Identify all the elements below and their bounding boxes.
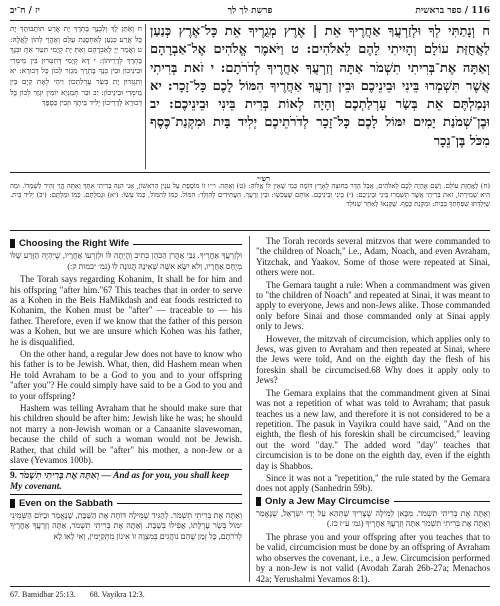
section-heading [10,498,242,509]
column-divider-top [145,24,146,169]
heading-line [394,501,490,502]
left-commentary-column [10,236,242,584]
paragraph: On the other hand, a regular Jew does not have to know who his father is to be Jewish. What, then, did Hashem mean when He told Avraham to be a God to you and to your offspring "after you"? He could simply have said to be a God to you and to your offspring? [10,349,242,401]
verse-english: — And as for you, you shall keep My covenant. [10,470,230,492]
page-info: 116 / ספר בראשית [415,6,490,16]
targum-text: ח וְאַתַּן לָךְ וְלִבְנָךְ בָּתְרָךְ יָת אֲרַע תּוֹתָבוּתָךְ יָת כָּל אֲרַע כְּנַעַן לְאַחְסָנַת עָלַם וְאֶהֱוֵי לְהוֹן לֶאֱלָהּ: ט וַאֲמַר יְיָ לְאַבְרָהָם וְאַתְּ יָת קְיָמִי תִּטַּר אַתְּ וּבְנָךְ בָּתְרָךְ לְדָרֵיהוֹן: י דָּא קְיָמִי דְּתִטְּרוּן בֵּין מֵימְרִי וּבֵינֵיכוֹן וּבֵין בְּנָךְ בָּתְרָךְ מִגְזַר לְכוֹן כָּל דְּכוּרָא: יא וְתִגְזְרוּן יָת בְּשַׂר עָרְלַתְכוֹן וִיהֵי לְאָת קְיָם בֵּין מֵימְרִי וּבֵינֵיכוֹן: יב וּבַר תְּמַנְיָא יוֹמִין יִגְזַר לְכוֹן כָּל דְּכוּרָא לְדָרֵיכוֹן יְלִיד בֵּיתָךְ וּזְבִין כַּסְפָּךְ [10,24,142,108]
section-heading [10,238,242,249]
rashi-rule [10,172,490,173]
paragraph: The Gemara taught a rule: When a commandment was given to "the children of Noach" and repeated at Sinai, it was meant to apply to everyone, Jews and non-Jews alike. Those commanded only before Sinai and those commanded only at Sinai apply only to Jews. [256,279,490,332]
rashi-commentary: (ח) לַאֲחֻזַּת עוֹלָם. וְשָׁם אֶהְיֶה לָכֶם לֵאלֹהִים, אֲבָל הַדָּר בְּחוּצָה לָאָרֶץ דּוֹמֶה כְּמִי שֶׁאֵין לוֹ אֱלוֹהַּ: (ט) וְאַתָּה. וי״ו זוֹ מוֹסֶפֶת עַל עִנְיַן הָרִאשׁוֹן, אֲנִי הִנֵּה בְרִיתִי אִתָּךְ וְאַתָּה הֱוֵי זָהִיר לְשָׁמְרוֹ. וּמַה הִיא שְׁמִירָתוֹ, זֹאת בְּרִיתִי אֲשֶׁר תִּשְׁמְרוּ בֵּינִי וּבֵינֵיכֶם: (י) בֵּינִי וּבֵינֵיכֶם. אוֹתָם שֶׁעַכְשָׁו: וּבֵין זַרְעֲךָ. הָעֲתִידִים לְהִוָּלֵד: הִמּוֹל. כְּמוֹ לְהִמּוֹל, כְּמוֹ עָשׂוֹ: (יא) וּנְמַלְתֶּם. כְּמוֹ וּמַלְתֶּם: (יב) יְלִיד בָּיִת. שֶׁיְּלָדַתּוּ שִׁפְחָתְךָ בַּבַּיִת: וּמִקְנַת כֶּסֶף. שֶׁקְּנָאוֹ לְאַחַר שֶׁנּוֹלַד [10,182,490,208]
footnote-67: 67. Bamidbar 25:13. [10,590,76,599]
footnote-rule [10,586,490,587]
paragraph: Hashem was telling Avraham that he should make sure that his children should be after him: Jewish like he was; he should not marry a non-Jewish woman or a Canaanite slavewoman, because the child of such a woman would not be Jewish. Rather, that child will be "after" his mother, a non-Jew or a slave (Yevamos 100b). [10,403,242,466]
hebrew-source: וּלְזַרְעֲךָ אַחֲרֶיךָ. גַּבֵּי אַהֲרֹן הַכֹּהֵן כְּתִיב וְהָיְתָה לּוֹ וּלְזַרְעוֹ אַחֲרָיו, שֶׁיִּהְיֶה הַזֶּרַע שֶׁלּוֹ מְיֻחָס אַחֲרָיו, וְלֹא יִשָּׂא אִשָּׁה שֶׁאֵינָהּ הֲגוּנָה לוֹ (גמ׳ יבמות ק:) [10,251,242,271]
paragraph: The Torah says regarding Kohanim, It shall be for him and his offspring "after him."67 This teaches that in order to serve as a Kohen in the Beis HaMikdash and eat foods restricted to Kohanim, the Kohen must be "after" — traceable to — his father. Therefore, even if we know that the father of this person was a Kohen, but we are unsure which Kohen was his father, he is disqualified. [10,274,242,347]
right-commentary-column [256,236,490,584]
hebrew-source: וְאַתָּה אֶת בְּרִיתִי תִשְׁמֹר. לְהַגִּיד שֶׁמִּילָה דּוֹחָה אֶת הַשַּׁבָּת, שֶׁנֶּאֱמַר וּבַיּוֹם הַשְּׁמִינִי יִמּוֹל בְּשַׂר עָרְלָתוֹ, אֲפִילוּ בְּשַׁבָּת. וְאַתָּה אֶת בְּרִיתִי תִשְׁמֹר, אַתָּה וְזַרְעֲךָ אַחֲרֶיךָ לְדֹרֹתָם, כָּל זְמַן שֶׁהֵם נוֹהֲגִים בְּמִצְוָה זוֹ אִינוֹן מִתְקַיְּמִין, וְאִי לָאו לָא [10,510,242,541]
torah-verse-text: ח וְנָתַתִּי לְךָ וּלְזַרְעֲךָ אַחֲרֶיךָ אֵת | אֶרֶץ מְגֻרֶיךָ אֵת כָּל־אֶרֶץ כְּנַעַן לַאֲחֻזַּת עוֹלָם וְהָיִיתִי לָהֶם לֵאלֹהִים: ט וַיֹּאמֶר אֱלֹהִים אֶל־אַבְרָהָם וְאַתָּה אֶת־בְּרִיתִי תִשְׁמֹר אַתָּה וְזַרְעֲךָ אַחֲרֶיךָ לְדֹרֹתָם: י זֹאת בְּרִיתִי אֲשֶׁר תִּשְׁמְרוּ בֵּינִי וּבֵינֵיכֶם וּבֵין זַרְעֲךָ אַחֲרֶיךָ הִמּוֹל לָכֶם כָּל־זָכָר: יא וּנְמַלְתֶּם אֵת בְּשַׂר עָרְלַתְכֶם וְהָיָה לְאוֹת בְּרִית בֵּינִי וּבֵינֵיכֶם: יב וּבֶן־שְׁמֹנַת יָמִים יִמּוֹל לָכֶם כָּל־זָכָר לְדֹרֹתֵיכֶם יְלִיד בָּיִת וּמִקְנַת־כֶּסֶף מִכֹּל בֶּן־נֵכָר [150,24,490,149]
paragraph: The Gemara explains that the commandment given at Sinai was not a repetition of what was told to Avraham; that pasuk teaches us a new law, and therefore it is not considered to be a repetition. The pasuk in Vayikra could have said, "And on the eighth, the flesh of his foreskin shall be circumcised," leaving out the word "day." The added word "day" teaches that circumcision is to be done on the eighth day, even if the eighth day is Shabbos. [256,387,490,471]
header-rule [10,20,490,21]
heading-line [117,503,242,504]
paragraph: However, the mitzvah of circumcision, which applies only to Jews, was given to Avraham and then repeated at Sinai, where the Jews were told, And on the eighth day the flesh of his foreskin shall be circumcised.68 Why does it apply only to Jews? [256,333,490,386]
footnote-68: 68. Vayikra 12:3. [89,590,145,599]
parasha-title: פרשת לך לך [227,6,273,16]
section-title: Only a Jew May Circumcise [265,495,390,507]
verse-hebrew: וְאַתָּה אֶת בְּרִיתִי תִשְׁמֹר [19,470,100,481]
section-title: Choosing the Right Wife [19,238,130,249]
verse-heading [10,469,242,495]
heading-bar-icon [256,497,261,506]
verse-number: 9. [10,470,17,481]
heading-bar-icon [10,499,15,508]
section-heading [256,496,490,507]
footnotes [10,590,490,599]
rashi-label: רש״י [257,174,270,183]
hebrew-source: וְאַתָּה אֶת בְּרִיתִי תִשְׁמֹר. מִכָּאן לְמִילָה שֶׁצָּרִיךְ שֶׁתְּהֵא עַל יְדֵי יִשְׂרָאֵל, שֶׁנֶּאֱמַר וְאַתָּה אֶת בְּרִיתִי תִשְׁמֹר אַתָּה וְזַרְעֲךָ אַחֲרֶיךָ (גמ׳ ע״ז כז.) [256,508,490,529]
paragraph: Since it was not a "repetition," the rule stated by the Gemara does not apply (Sanhedrin 59b). [256,472,490,494]
paragraph: The Torah records several mitzvos that were commanded to "the children of Noach," i.e., Adam, Noach, and even Avraham, Yitzchak, and Yaakov. Some of those were repeated at Sinai, others were not. [256,236,490,278]
page-header [10,3,490,19]
chapter-ref: יז / ח־יב [10,6,40,16]
paragraph: The phrase you and your offspring after you teaches that to be valid, circumcision must be done by an offspring of Avraham who observes the covenant, i.e., a Jew. Circumcision performed by a non-Jew is not valid (Avodah Zarah 26b-27a; Menachos 42a; Yerushalmi Yevamos 8:1). [256,531,490,584]
heading-bar-icon [10,239,15,248]
heading-line [133,244,242,245]
section-title: Even on the Sabbath [19,497,113,509]
commentary-rule [10,230,490,231]
column-divider [249,236,250,582]
